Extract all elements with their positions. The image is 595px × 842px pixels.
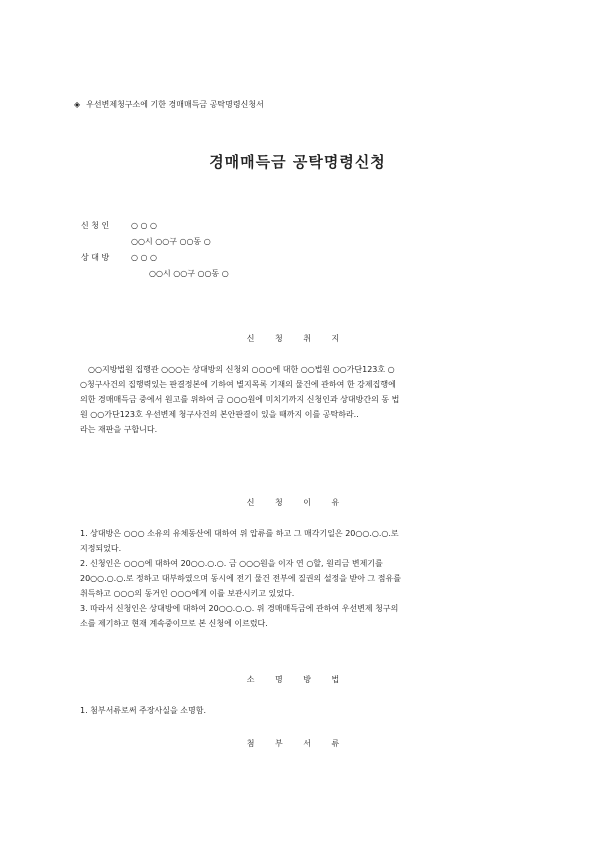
header-note-text: 우선변제청구소에 기한 경매매득금 공탁명령신청서 [86, 100, 264, 109]
respondent-label: 상 대 방 [81, 253, 110, 262]
reason-line: 취득하고 ○○○의 동거인 ○○○에게 이를 보관시키고 있었다. [80, 589, 295, 598]
purpose-line: ○청구사건의 집행력있는 판결정본에 기하여 별지목록 기재의 물건에 관하여 한 강제집행에 [80, 380, 396, 389]
header-note [74, 101, 264, 109]
purpose-line: 라는 재판을 구합니다. [80, 425, 158, 434]
page-title: 경매매득금 공탁명령신청 [209, 153, 386, 171]
applicant-address: ○○시 ○○구 ○○동 ○ [131, 237, 211, 246]
respondent-address: ○○시 ○○구 ○○동 ○ [149, 269, 229, 278]
reason-line: 1. 상대방은 ○○○ 소유의 유체동산에 대하여 위 압류를 하고 그 매각기일은 20○○.○.○.로 [80, 529, 399, 538]
purpose-heading: 신 청 취 지 [246, 334, 349, 343]
purpose-line: 의한 경매매득금 중에서 원고를 위하여 금 ○○○원에 미치기까지 신청인과 상대방간의 동 법 [80, 395, 400, 404]
evidence-body [80, 703, 520, 718]
purpose-body [80, 362, 520, 437]
attachments-heading: 첨 부 서 류 [246, 739, 349, 748]
applicant-name: ○ ○ ○ [131, 221, 158, 230]
reason-heading: 신 청 이 유 [246, 498, 349, 507]
purpose-line: ○○지방법원 집행관 ○○○는 상대방의 신청외 ○○○에 대한 ○○법원 ○○가단123호 ○ [88, 365, 395, 374]
reason-line: 3. 따라서 신청인은 상대방에 대하여 20○○.○.○. 위 경매매득금에 관하여 우선변제 청구의 [80, 604, 399, 613]
reason-line: 지정되었다. [80, 544, 122, 553]
purpose-line: 원 ○○가단123호 우선변제 청구사건의 본안판결이 있을 때까지 이를 공탁하라.. [80, 410, 359, 419]
reason-line: 소를 제기하고 현재 계속중이므로 본 신청에 이르렀다. [80, 619, 268, 628]
reason-line: 20○○.○.○.로 정하고 대부하였으며 동시에 전기 물건 전부에 질권의 설정을 받아 그 점유를 [80, 574, 401, 583]
diamond-bullet-icon: ◈ [74, 100, 81, 109]
respondent-name: ○ ○ ○ [131, 253, 158, 262]
reason-line: 2. 신청인은 ○○○에 대하여 20○○.○.○. 금 ○○○원을 이자 연 ○할, 원리금 변제기를 [80, 559, 383, 568]
reason-body [80, 526, 520, 631]
evidence-line: 1. 첨부서류로써 주장사실을 소명함. [80, 706, 206, 715]
evidence-heading: 소 명 방 법 [246, 675, 349, 684]
applicant-label: 신 청 인 [81, 221, 110, 230]
